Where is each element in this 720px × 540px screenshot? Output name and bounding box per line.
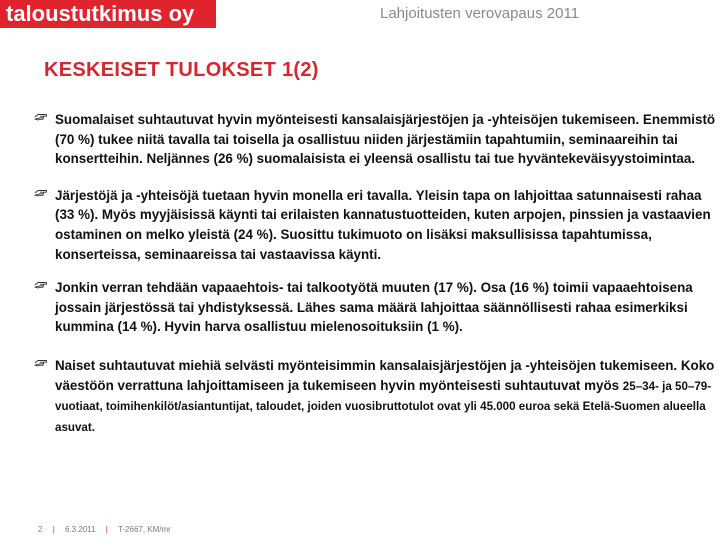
slide-title: KESKEISET TULOKSET 1(2) [44, 59, 319, 81]
pointing-hand-icon [34, 358, 48, 368]
pointing-hand-icon [34, 280, 48, 290]
footer [38, 525, 179, 534]
bullet-item [34, 278, 716, 337]
bullet-text: Järjestöjä ja -yhteisöjä tuetaan hyvin monella eri tavalla. Yleisin tapa on lahjoittaa satunnaisesti rahaa (33 %). Myös myyjäisissä käynti tai erilaisten kannatustuotteiden, kuten arpojen, pinssien ja vastaavien ostaminen on melko yleistä (24 %). Suosittu tukimuoto on lisäksi maksullisissa tapahtumissa, konserteissa, seminaareissa tai vastaavissa käynti. [55, 187, 711, 262]
footer-separator: | [52, 525, 55, 534]
page-number: 2 [38, 525, 43, 534]
bullet-list [34, 110, 716, 454]
bullet-item [34, 356, 716, 437]
pointing-hand-icon [34, 188, 48, 198]
footer-separator: | [105, 525, 108, 534]
pointing-hand-icon [34, 112, 48, 122]
footer-reference: T-2667, KM/mr [117, 525, 171, 534]
company-logo: taloustutkimus oy [0, 0, 216, 28]
bullet-text-main: Naiset suhtautuvat miehiä selvästi myönteisimmin kansalaisjärjestöjen ja -yhteisöjen tukemiseen. Koko väestöön verrattuna lahjoittamiseen ja tukemiseen hyvin myönteisesti suhtautuvat myös [55, 357, 715, 393]
bullet-item [34, 186, 716, 264]
deck-title: Lahjoitusten verovapaus 2011 [380, 5, 580, 22]
bullet-text [55, 356, 716, 437]
bullet-text: Jonkin verran tehdään vapaaehtois- tai talkootyötä muuten (17 %). Osa (16 %) toimii vapaaehtoisena jossain järjestössä tai yhdistyksessä. Lähes sama määrä lahjoittaa säännöllisesti rahaa esimerkiksi kummina (14 %). Hyvin harva osallistuu mielenosoituksiin (1 %). [55, 280, 693, 335]
bullet-item [34, 110, 716, 169]
footer-date: 6.3.2011 [65, 525, 96, 534]
bullet-text-small: 25–34- ja 50–79-vuotiaat, toimihenkilöt/asiantuntijat, taloudet, joiden vuosibruttotulot ovat yli 45.000 euroa sekä Etelä-Suomen alueella asuvat. [55, 379, 712, 434]
bullet-text: Suomalaiset suhtautuvat hyvin myönteisesti kansalaisjärjestöjen ja -yhteisöjen tukemiseen. Enemmistö (70 %) tukee niitä tavalla tai toisella ja osallistuu niiden järjestämiin tapahtumiin, seminaareihin tai konsertteihin. Neljännes (26 %) suomalaisista ei yleensä osallistu tai tue hyväntekeväisyystoimintaa. [55, 112, 716, 167]
